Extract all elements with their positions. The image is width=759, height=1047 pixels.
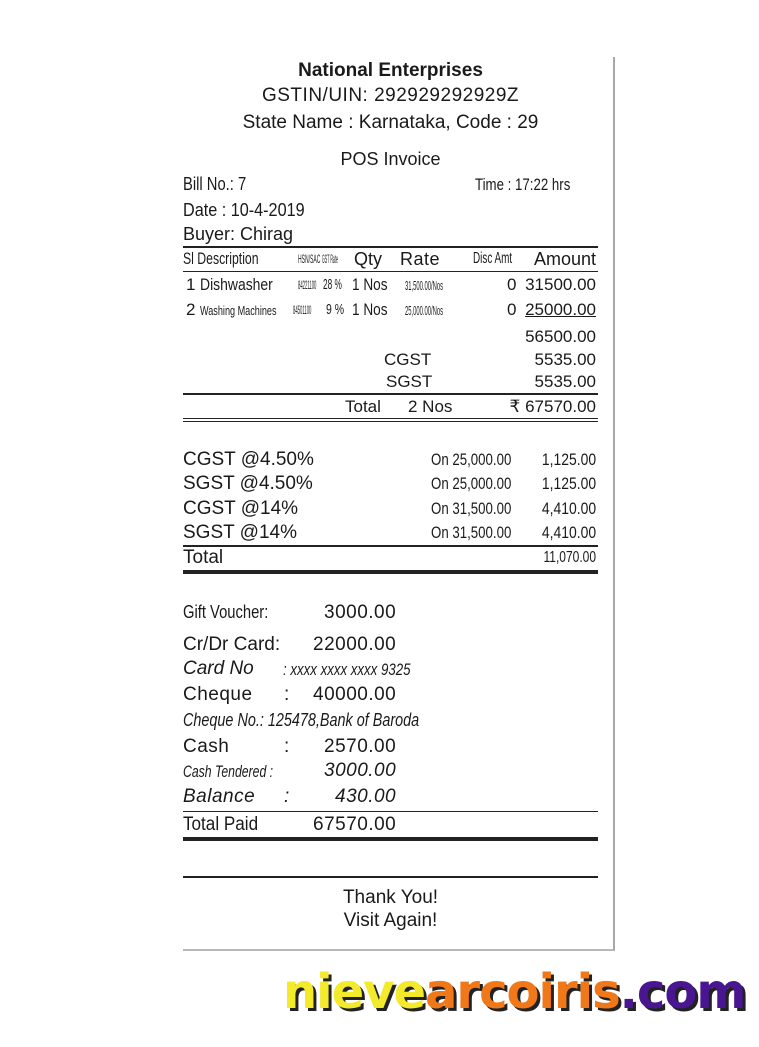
tax-row-amount: 4,410.00 [541,523,596,542]
cash-tendered-label: Cash Tendered : [183,762,274,781]
divider [183,393,598,395]
card-no-label: Card No [183,658,254,679]
total-qty: 2 Nos [408,397,453,416]
subtotal: 56500.00 [525,327,596,346]
sgst-label: SGST [386,372,433,391]
bill-no-value: 7 [237,174,247,194]
time-value: 17:22 hrs [515,175,571,194]
watermark-part3: .com [619,964,746,1020]
sgst-amount: 5535.00 [534,372,596,391]
state-name: State Name : Karnataka, Code : 29 [242,112,539,133]
grand-total: ₹ 67570.00 [509,397,596,416]
tax-total: 11,070.00 [543,549,596,566]
tax-row-label: CGST @14% [183,498,299,519]
total-paid-amount: 67570.00 [313,814,397,835]
time-label: Time : [475,175,512,194]
double-divider [183,418,598,422]
bill-no-label: Bill No.: [183,174,234,194]
total-label: Total [345,397,381,416]
tax-row-on: On 31,500.00 [431,499,512,518]
bill-time [475,175,597,195]
cash-amount: 2570.00 [324,736,397,757]
gstin: GSTIN/UIN: 292929292929Z [261,85,520,106]
table-row [186,300,310,320]
buyer-label: Buyer: [183,224,236,244]
row-gst-rate: 28 % [323,276,342,293]
row-disc: 0 [507,300,517,319]
col-sl-desc [183,249,288,269]
row-qty: 1 Nos [352,275,388,294]
col-qty: Qty [354,249,383,269]
row-rate: 31,500.00/Nos [405,278,444,293]
tax-row-amount: 4,410.00 [541,499,596,518]
row-qty: 1 Nos [352,300,388,319]
gift-voucher-label: Gift Voucher: [183,602,269,622]
bill-no [183,174,260,195]
thick-divider [183,570,598,574]
card-no: : xxxx xxxx xxxx 9325 [283,660,411,679]
thank-you: Thank You! [342,887,439,908]
balance-amount: 430.00 [335,786,397,807]
cheque-label: Cheque [183,684,253,705]
row-disc: 0 [507,275,517,294]
date-value: 10-4-2019 [230,200,305,220]
gift-voucher-amount: 3000.00 [324,602,397,623]
col-sl: Sl [183,249,194,268]
col-description: Description [197,249,259,268]
tax-total-label: Total [183,547,224,568]
row-hsn: 84221100 [298,278,317,292]
col-disc: Disc Amt [473,250,513,267]
bill-date [183,200,318,221]
table-row [186,275,289,295]
cheque-no [183,710,478,731]
cash-label: Cash [183,736,230,757]
divider [183,811,598,812]
tax-row-label: SGST @4.50% [183,473,313,494]
row-gst-rate: 9 % [326,301,345,318]
divider [183,246,598,248]
row-amount: 31500.00 [525,275,596,294]
cash-tendered-amount: 3000.00 [324,760,397,781]
row-sl: 1 [186,275,196,294]
divider [183,271,598,272]
company-name: National Enterprises [298,60,483,81]
cheque-no-value: 125478,Bank of Baroda [267,710,420,730]
thick-divider [183,837,598,841]
buyer [183,224,293,245]
divider [183,876,598,878]
tax-row-on: On 25,000.00 [431,474,512,493]
card-label: Cr/Dr Card: [183,634,281,655]
doc-title: POS Invoice [340,149,441,169]
cheque-no-label: Cheque No.: [183,710,264,730]
col-amount: Amount [533,249,596,269]
card-amount: 22000.00 [313,634,397,655]
row-amount: 25000.00 [525,300,596,319]
watermark-logo [283,964,746,1020]
visit-again: Visit Again! [343,910,438,931]
divider [183,545,598,547]
cheque-amount: 40000.00 [313,684,397,705]
tax-row-amount: 1,125.00 [541,474,596,493]
balance-label: Balance [183,786,256,807]
tax-row-on: On 31,500.00 [431,523,512,542]
date-label: Date : [183,200,227,220]
row-hsn: 84501100 [293,303,312,317]
cash-colon: : [284,736,290,757]
row-description: Dishwasher [200,275,274,294]
cheque-colon: : [284,684,290,705]
watermark-part2: arcoiris [425,964,620,1020]
buyer-value: Chirag [240,224,294,244]
receipt [183,57,615,951]
tax-row-on: On 25,000.00 [431,450,512,469]
balance-colon: : [284,786,290,807]
total-paid-label: Total Paid [183,814,259,835]
col-hsn: HSN/SAC [298,252,321,266]
col-gst-rate: GST Rate [322,252,338,266]
row-description: Washing Machines [200,303,277,318]
cgst-label: CGST [384,350,432,369]
tax-row-label: CGST @4.50% [183,449,314,470]
cgst-amount: 5535.00 [534,350,596,369]
watermark-part1: nieve [283,964,426,1020]
col-rate: Rate [400,249,441,269]
row-sl: 2 [186,300,196,319]
tax-row-label: SGST @14% [183,522,297,543]
row-rate: 25,000.00/Nos [405,303,444,318]
tax-row-amount: 1,125.00 [541,450,596,469]
